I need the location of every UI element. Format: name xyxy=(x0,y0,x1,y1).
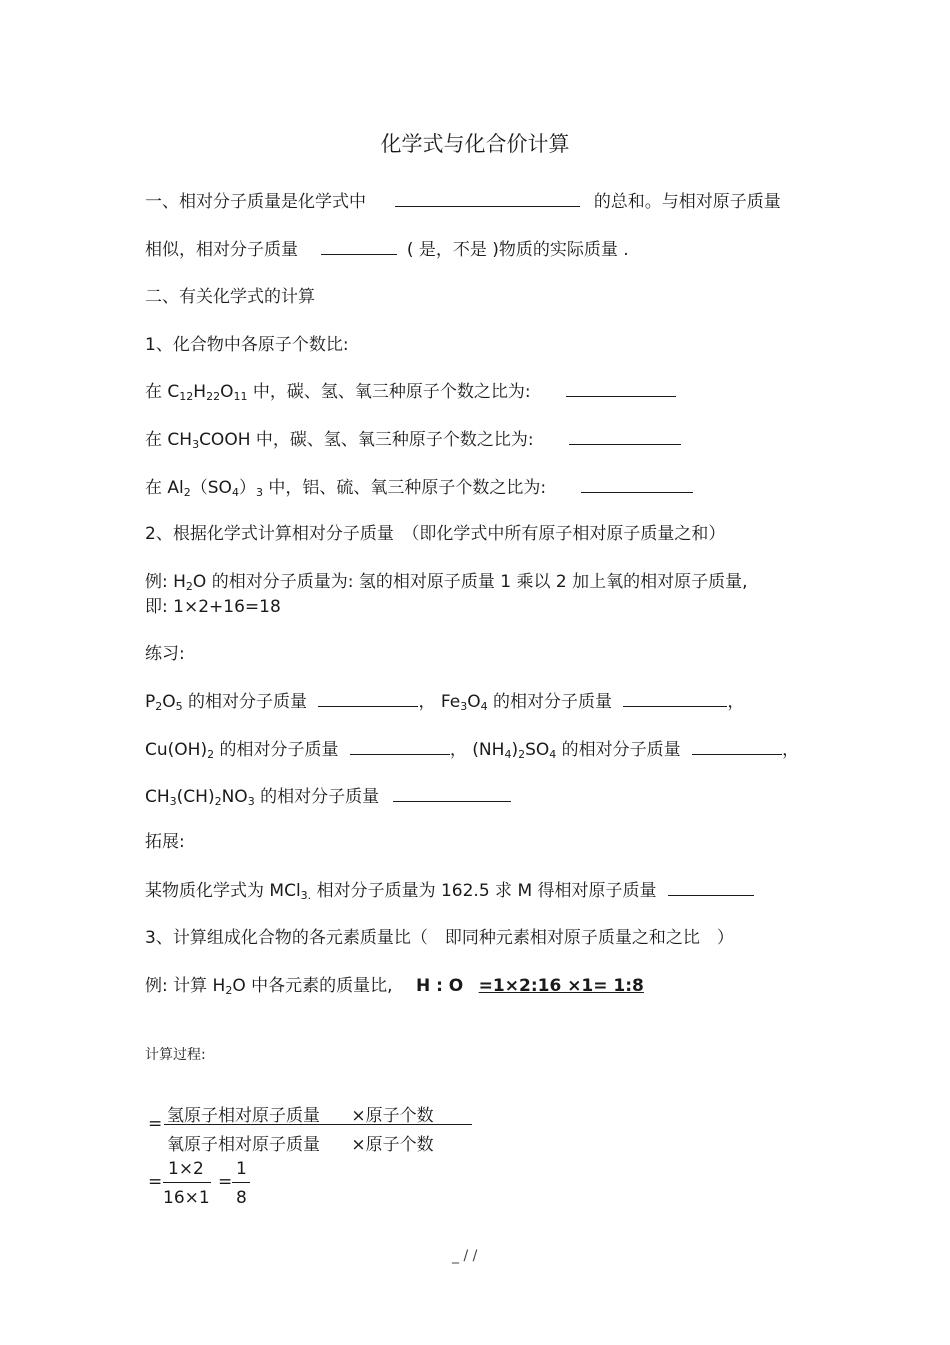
ratio-answer: =1×2:16 ×1= 1:8 xyxy=(478,976,644,996)
example-3 xyxy=(145,975,644,997)
text: 的相对分子质量 xyxy=(254,787,380,807)
equals-sign: = xyxy=(148,1172,163,1192)
equals-sign: = xyxy=(218,1172,233,1192)
expand-label: 拓展: xyxy=(145,832,185,852)
s1-line1 xyxy=(145,190,781,213)
part1-heading: 1、化合物中各原子个数比: xyxy=(145,335,349,355)
ratio-question-2 xyxy=(145,428,681,451)
fraction-bar xyxy=(164,1124,472,1125)
subscript: 3 xyxy=(255,486,263,499)
text: 氢原子相对原子质量 xyxy=(167,1106,320,1126)
text: 的相对分子质量 xyxy=(182,692,308,712)
subscript: 2 xyxy=(214,795,222,808)
fill-blank[interactable] xyxy=(393,785,511,802)
s1-text-b: 的总和。与相对原子质量 xyxy=(593,192,781,212)
formula-part: SO xyxy=(525,740,550,760)
process-label: 计算过程: xyxy=(145,1047,206,1063)
expand-question xyxy=(145,879,754,902)
ex1-pre: 例: H xyxy=(145,572,186,592)
text: 的相对分子质量 xyxy=(556,740,681,760)
fill-blank[interactable] xyxy=(569,428,681,445)
fraction-denominator xyxy=(167,1130,434,1155)
fill-blank[interactable] xyxy=(566,380,676,397)
formula-part: O xyxy=(220,382,234,402)
subscript: 4 xyxy=(480,700,488,713)
formula-part: (CH) xyxy=(176,787,215,807)
q1-pre: 在 xyxy=(145,382,168,402)
formula-part: ) xyxy=(511,740,519,760)
s1-text-c: 相似，相对分子质量 xyxy=(145,240,298,260)
text: O 中各元素的质量比, xyxy=(232,976,393,996)
subscript: 2 xyxy=(183,486,191,499)
subscript: 2 xyxy=(155,700,163,713)
subscript: 3 xyxy=(460,700,468,713)
fraction-bar xyxy=(232,1182,250,1183)
subscript: 4 xyxy=(231,486,239,499)
subscript: 2 xyxy=(518,748,526,761)
fraction-numerator: 1 xyxy=(236,1159,247,1179)
fill-blank[interactable] xyxy=(350,738,450,755)
q3-post: 中，铝、硫、氧三种原子个数之比为: xyxy=(262,478,547,498)
formula-part: O xyxy=(162,692,176,712)
text: 氧原子相对原子质量 xyxy=(167,1135,320,1155)
fill-blank[interactable] xyxy=(318,690,418,707)
formula-part: COOH xyxy=(199,430,251,450)
practice-row-2 xyxy=(145,738,799,761)
formula-part: CH xyxy=(167,430,193,450)
fraction-bar xyxy=(163,1182,211,1183)
ratio-label: H : O xyxy=(415,976,464,996)
ex1-post: O 的相对分子质量为: 氢的相对原子质量 1 乘以 2 加上氧的相对原子质量, xyxy=(192,572,748,592)
fraction-denominator: 16×1 xyxy=(163,1188,210,1208)
ratio-question-1 xyxy=(145,380,676,403)
text: ， Fe xyxy=(418,692,461,712)
practice-row-1 xyxy=(145,690,744,713)
subscript: 3. xyxy=(300,889,312,902)
q3-close: ） xyxy=(238,478,256,498)
fill-blank[interactable] xyxy=(581,476,693,493)
text: ， (NH xyxy=(449,740,505,760)
formula-part: Cu(OH) xyxy=(145,740,208,760)
q1-post: 中，碳、氢、氧三种原子个数之比为: xyxy=(247,382,531,402)
subscript: 2 xyxy=(185,580,193,593)
subscript: 22 xyxy=(206,390,221,403)
subscript: 3 xyxy=(192,438,200,451)
subscript: 12 xyxy=(179,390,194,403)
formula-part: O xyxy=(467,692,481,712)
page-footer: _ / / xyxy=(452,1248,478,1264)
text: ×原子个数 xyxy=(351,1106,434,1126)
fill-blank[interactable] xyxy=(668,879,754,896)
subscript: 2 xyxy=(225,984,233,997)
fraction-numerator: 1×2 xyxy=(168,1159,204,1179)
q3-mid: （SO xyxy=(190,478,232,498)
q2-pre: 在 xyxy=(145,430,168,450)
fill-blank[interactable] xyxy=(692,738,782,755)
s1-text-a: 一、相对分子质量是化学式中 xyxy=(145,192,366,212)
equals-sign: = xyxy=(148,1114,163,1134)
ratio-question-3 xyxy=(145,476,693,499)
fill-blank[interactable] xyxy=(395,190,580,207)
example-1-line1 xyxy=(145,571,748,593)
q2-post: 中，碳、氢、氧三种原子个数之比为: xyxy=(250,430,534,450)
text: 的相对分子质量 xyxy=(214,740,339,760)
practice-label: 练习: xyxy=(145,644,185,664)
formula-part: CH xyxy=(145,787,170,807)
s1-text-d: ( 是，不是 )物质的实际质量 . xyxy=(406,240,629,260)
s1-line2 xyxy=(145,238,629,261)
document-title: 化学式与化合价计算 xyxy=(380,132,570,156)
practice-row-3 xyxy=(145,785,511,808)
fill-blank[interactable] xyxy=(321,238,397,255)
fraction-numerator xyxy=(167,1101,434,1126)
text: 某物质化学式为 MCl xyxy=(145,881,301,901)
fraction-denominator: 8 xyxy=(236,1188,247,1208)
subscript: 3 xyxy=(169,795,177,808)
text: 相对分子质量为 162.5 求 M 得相对原子质量 xyxy=(311,881,657,901)
subscript: 3 xyxy=(247,795,255,808)
text: 例: 计算 H xyxy=(145,976,226,996)
part3-heading: 3、计算组成化合物的各元素质量比（ 即同种元素相对原子质量之和之比 ） xyxy=(145,928,734,948)
example-1-line2: 即: 1×2+16=18 xyxy=(145,597,281,617)
section2-heading: 二、有关化学式的计算 xyxy=(145,287,315,307)
text: 的相对分子质量 xyxy=(487,692,612,712)
formula-part: NO xyxy=(221,787,248,807)
q3-pre: 在 Al xyxy=(145,478,184,498)
fill-blank[interactable] xyxy=(623,690,727,707)
subscript: 11 xyxy=(233,390,248,403)
text: ×原子个数 xyxy=(351,1135,434,1155)
part2-heading: 2、根据化学式计算相对分子质量 （即化学式中所有原子相对原子质量之和） xyxy=(145,524,726,544)
formula-part: H xyxy=(193,382,207,402)
subscript: 4 xyxy=(549,748,557,761)
formula-part: C xyxy=(167,382,180,402)
text: ， xyxy=(727,692,745,712)
subscript: 5 xyxy=(175,700,183,713)
subscript: 2 xyxy=(207,748,215,761)
subscript: 4 xyxy=(504,748,512,761)
formula-part: P xyxy=(145,692,156,712)
text: ， xyxy=(782,740,800,760)
